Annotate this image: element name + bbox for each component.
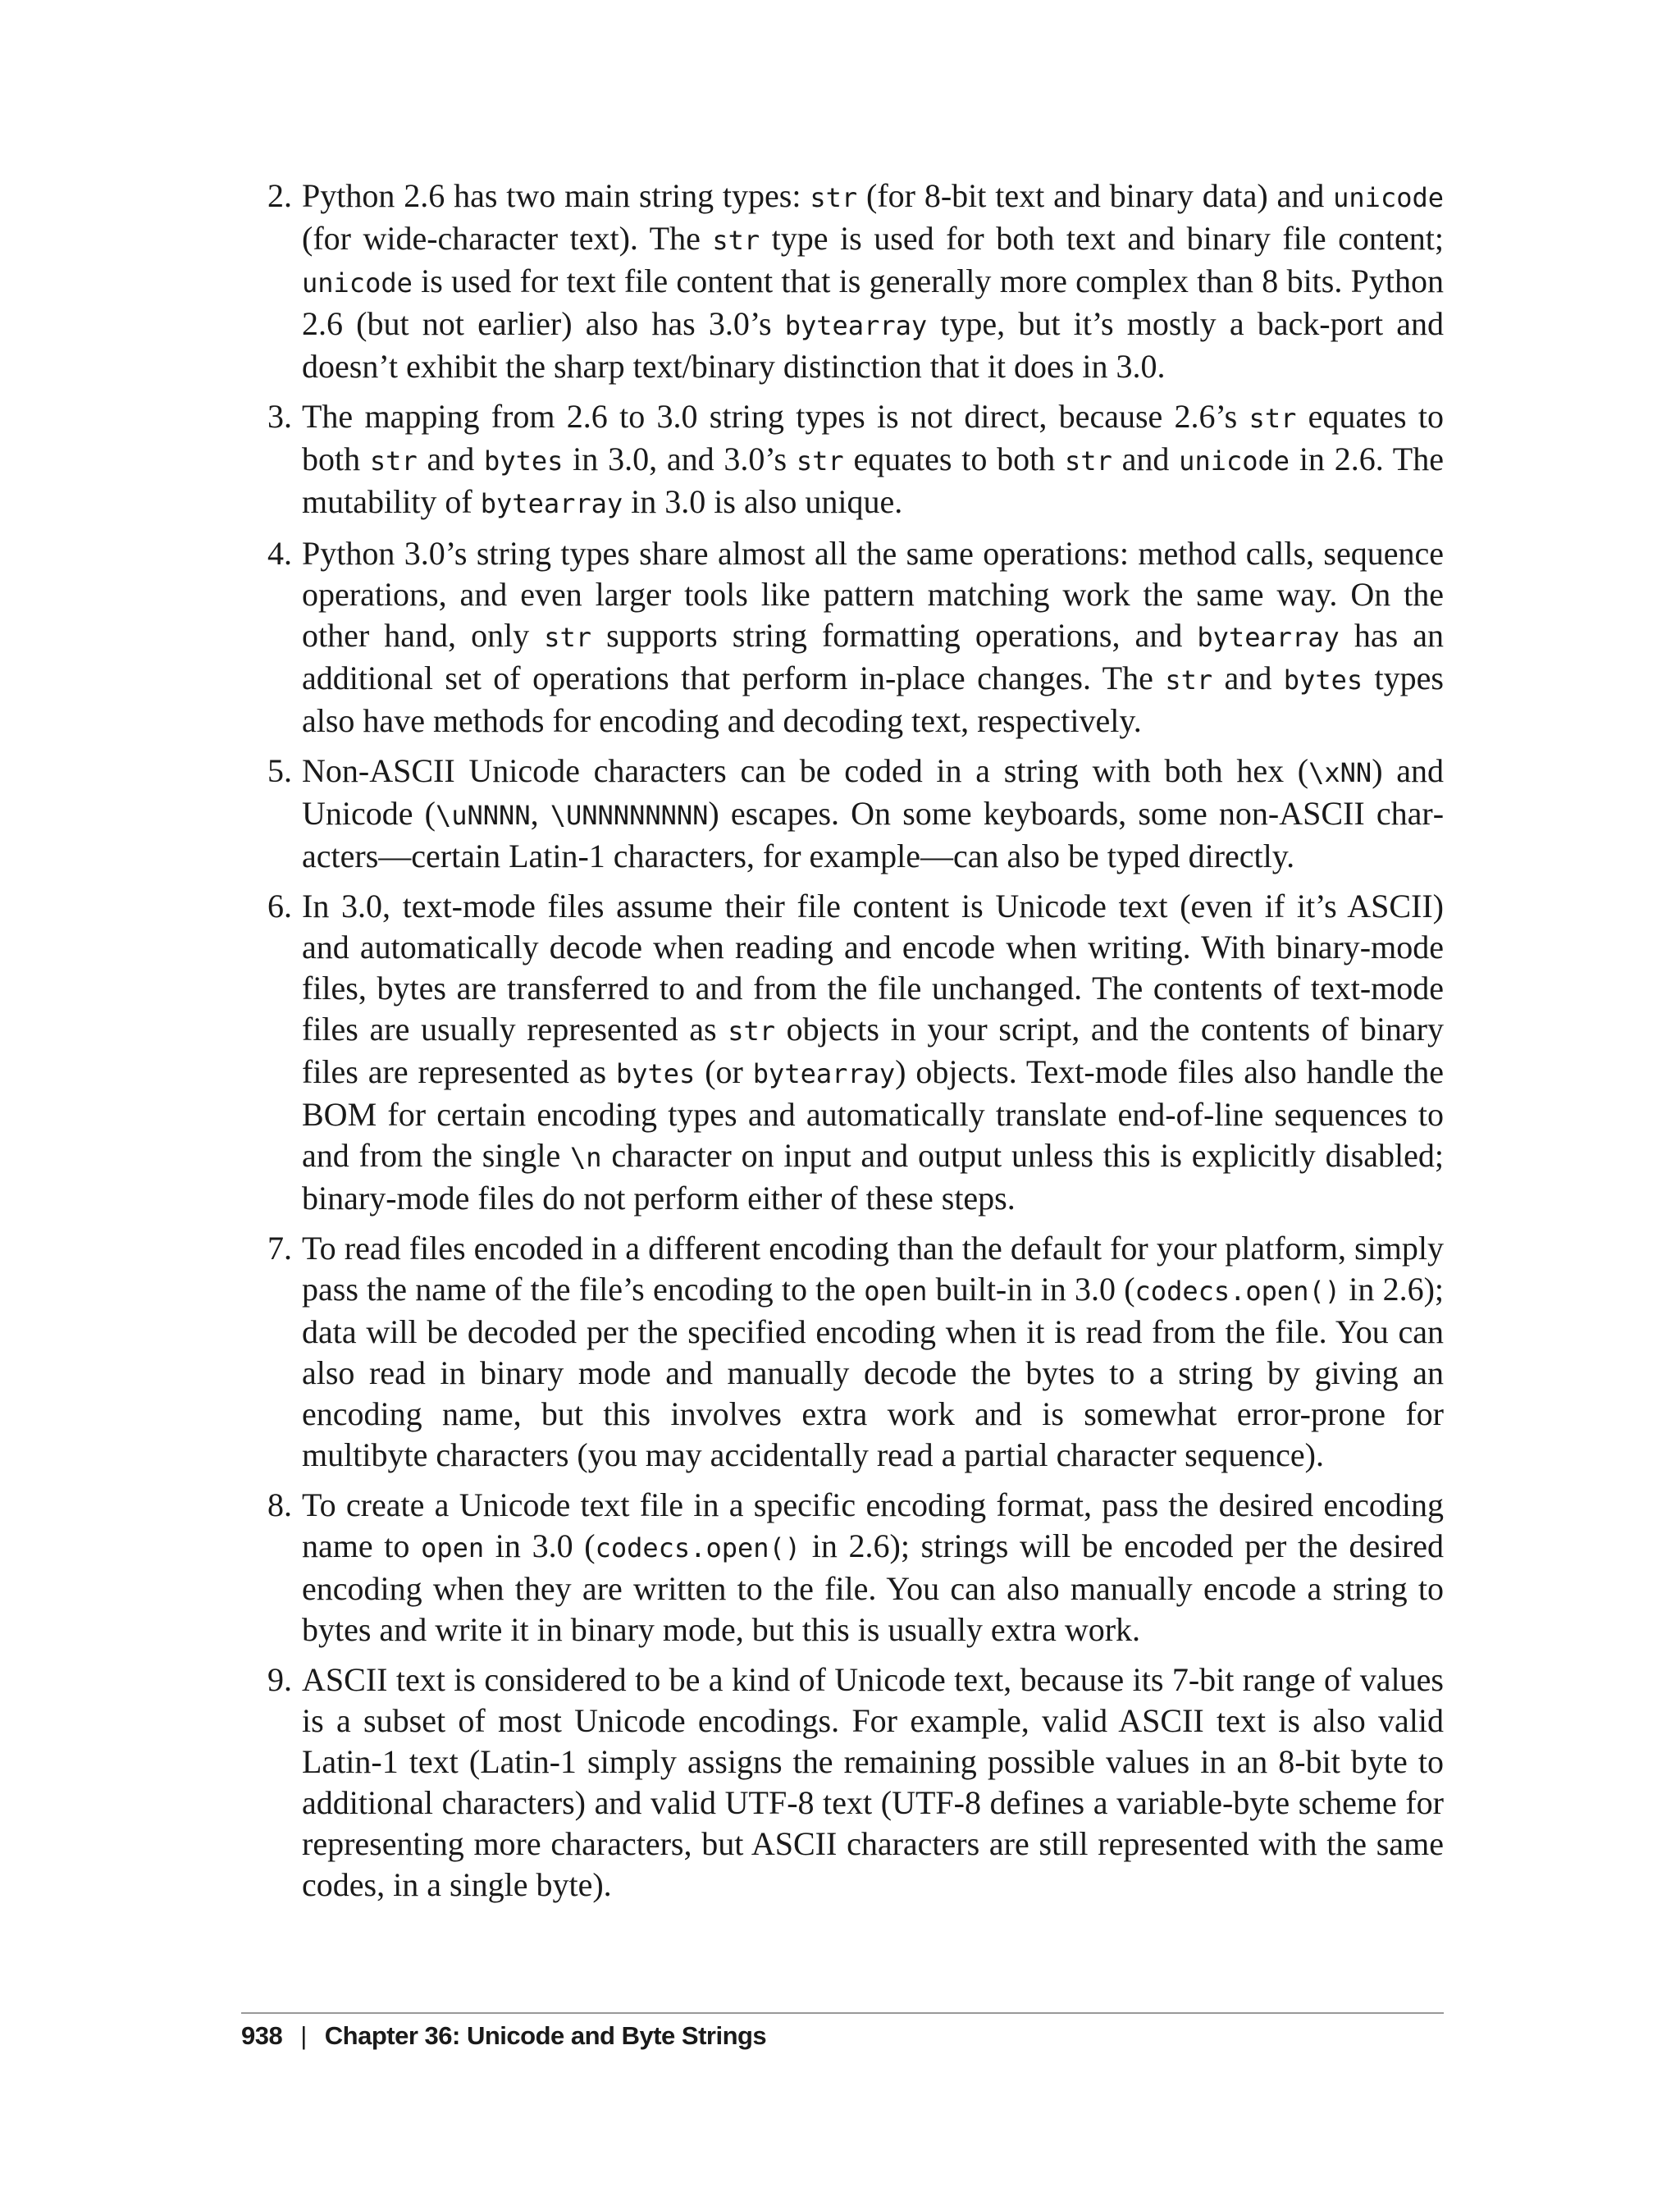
inline-code: bytes (484, 445, 564, 477)
inline-code: open (421, 1532, 485, 1564)
answer-item (256, 1659, 1444, 1906)
inline-code: str (810, 182, 858, 213)
inline-code: \UNNNNNNNN (550, 800, 709, 831)
item-text (302, 1486, 1444, 1648)
text-run: built-in in 3.0 ( (927, 1271, 1135, 1308)
inline-code: str (1249, 403, 1297, 434)
inline-code: codecs.open() (1134, 1276, 1340, 1307)
text-run: supports string formatting operations, and (591, 617, 1198, 654)
text-run: ASCII text is considered to be a kind of Unicode text, because its 7-bit range of values is a subset of most Unicode encodings. For example, valid ASCII text is also valid Latin-1 text (Latin-1 simply assigns the remaining possible values in an 8-bit byte to additional characters) and valid UTF-8 text (UTF-8 defines a variable-byte scheme for representing more characters, but ASCII characters are still represented with the same codes, in a single byte). (302, 1661, 1444, 1903)
item-text (302, 752, 1444, 874)
text-run: has an additional set of operations that perform in-place changes. The (302, 617, 1444, 696)
text-run: To create a Unicode text file in a specific encoding format, pass the desired encoding name to (302, 1486, 1444, 1564)
text-run: in 3.0 ( (484, 1527, 596, 1564)
text-run: Python 2.6 has two main string types: (302, 177, 810, 214)
text-run: and (1112, 441, 1180, 477)
text-run: type, but it’s mostly a back-port and doesn’t exhibit the sharp text/binary distinction that it does in 3.0. (302, 305, 1444, 385)
text-run: types also have methods for encoding and decoding text, respectively. (302, 660, 1444, 739)
answer-list (256, 176, 1444, 1915)
item-text (302, 1661, 1444, 1903)
inline-code: str (544, 622, 592, 653)
text-run: Non-ASCII Unicode characters can be coded in a string with both hex ( (302, 752, 1309, 789)
inline-code: \uNNNN (435, 800, 531, 831)
page-number: 938 (241, 2021, 283, 2050)
text-run: equates to both (302, 398, 1444, 477)
text-run: ) escapes. On some keyboards, some non-ASCII characters—certain Latin-1 characters, for example—can also be typed directly. (302, 795, 1445, 874)
inline-code: unicode (1333, 182, 1444, 213)
footer-rule (241, 2012, 1444, 2014)
inline-code: bytearray (784, 310, 928, 341)
item-number: 3. (267, 398, 292, 435)
text-run: type is used for both text and binary file content; (760, 220, 1444, 257)
answer-item (256, 751, 1444, 877)
inline-code: open (864, 1276, 928, 1307)
chapter-title: Chapter 36: Unicode and Byte Strings (324, 2021, 767, 2050)
item-number: 6. (267, 888, 292, 924)
text-run: in 3.0, and 3.0’s (563, 441, 797, 477)
inline-code: str (712, 225, 760, 256)
text-run: (for 8-bit text and binary data) and (857, 177, 1334, 214)
text-run: In 3.0, text-mode files assume their file content is Unicode text (even if it’s ASCII) and automatically decode when reading and encode when writing. With binary-mode files, bytes are transferred to and from the file unchanged. The contents of text-mode files are usually represented as (302, 888, 1444, 1048)
item-number: 9. (267, 1661, 292, 1698)
answer-item (256, 886, 1444, 1219)
inline-code: str (1065, 445, 1112, 477)
text-run: ) and Unicode ( (302, 752, 1444, 832)
item-text (302, 888, 1444, 1217)
answer-item (256, 1485, 1444, 1650)
answer-item (256, 396, 1444, 524)
text-run: The mapping from 2.6 to 3.0 string types is not direct, because 2.6’s (302, 398, 1249, 435)
inline-code: bytearray (480, 488, 623, 519)
item-text (302, 398, 1444, 520)
text-run: in 2.6); data will be decoded per the specified encoding when it is read from the file. You can also read in binary mode and manually decode the bytes to a string by giving an encoding name, but this involves extra work and is somewhat error-prone for multibyte characters (you may accidentally read a partial character sequence). (302, 1271, 1445, 1473)
text-run: objects in your script, and the contents of binary files are represented as (302, 1011, 1445, 1090)
inline-code: str (369, 445, 418, 477)
inline-code: \n (570, 1142, 602, 1173)
inline-code: bytes (1283, 664, 1363, 696)
item-text (302, 177, 1444, 385)
footer-separator: | (300, 2021, 307, 2050)
text-run: Python 3.0’s string types share almost all the same operations: method calls, sequence operations, and even larger tools like pattern matching work the same way. On the other hand, only (302, 535, 1444, 654)
text-run: ) objects. Text-mode files also handle the BOM for certain encoding types and automatically translate end-of-line sequences to and from the single (302, 1053, 1444, 1174)
text-run: (or (695, 1053, 753, 1090)
answer-item (256, 176, 1444, 387)
item-number: 2. (267, 177, 292, 214)
text-run: and (1212, 660, 1284, 696)
text-run: in 2.6. The mutability of (302, 441, 1444, 520)
page-footer (241, 2021, 766, 2051)
item-number: 4. (267, 535, 292, 572)
item-text (302, 535, 1444, 739)
inline-code: str (728, 1016, 776, 1047)
inline-code: codecs.open() (595, 1532, 801, 1564)
inline-code: bytes (615, 1058, 696, 1089)
text-run: character on input and output unless this is explicitly disabled; binary-mode files do not perform either of these steps. (302, 1137, 1444, 1217)
inline-code: str (796, 445, 844, 477)
text-run: and (417, 441, 485, 477)
item-number: 7. (267, 1230, 292, 1267)
inline-code: \xNN (1308, 757, 1372, 788)
inline-code: bytearray (752, 1058, 896, 1089)
text-run: , (530, 795, 550, 832)
text-run: in 2.6); strings will be encoded per the desired encoding when they are written to the file. You can also manually encode a string to bytes and write it in binary mode, but this is usually extra work. (302, 1527, 1445, 1648)
inline-code: str (1165, 664, 1213, 696)
inline-code: unicode (1179, 445, 1290, 477)
text-run: To read files encoded in a different encoding than the default for your platform, simply pass the name of the file’s encoding to the (302, 1230, 1444, 1308)
item-text (302, 1230, 1444, 1473)
text-run: (for wide-character text). The (302, 220, 713, 257)
inline-code: bytearray (1197, 622, 1340, 653)
text-run: in 3.0 is also unique. (623, 483, 903, 520)
text-run: equates to both (843, 441, 1066, 477)
inline-code: unicode (302, 267, 413, 299)
item-number: 8. (267, 1486, 292, 1523)
answer-item (256, 1228, 1444, 1476)
text-run: is used for text file content that is generally more complex than 8 bits. Python 2.6 (but not earlier) also has 3.0’s (302, 262, 1444, 342)
item-number: 5. (267, 752, 292, 789)
answer-item (256, 533, 1444, 742)
